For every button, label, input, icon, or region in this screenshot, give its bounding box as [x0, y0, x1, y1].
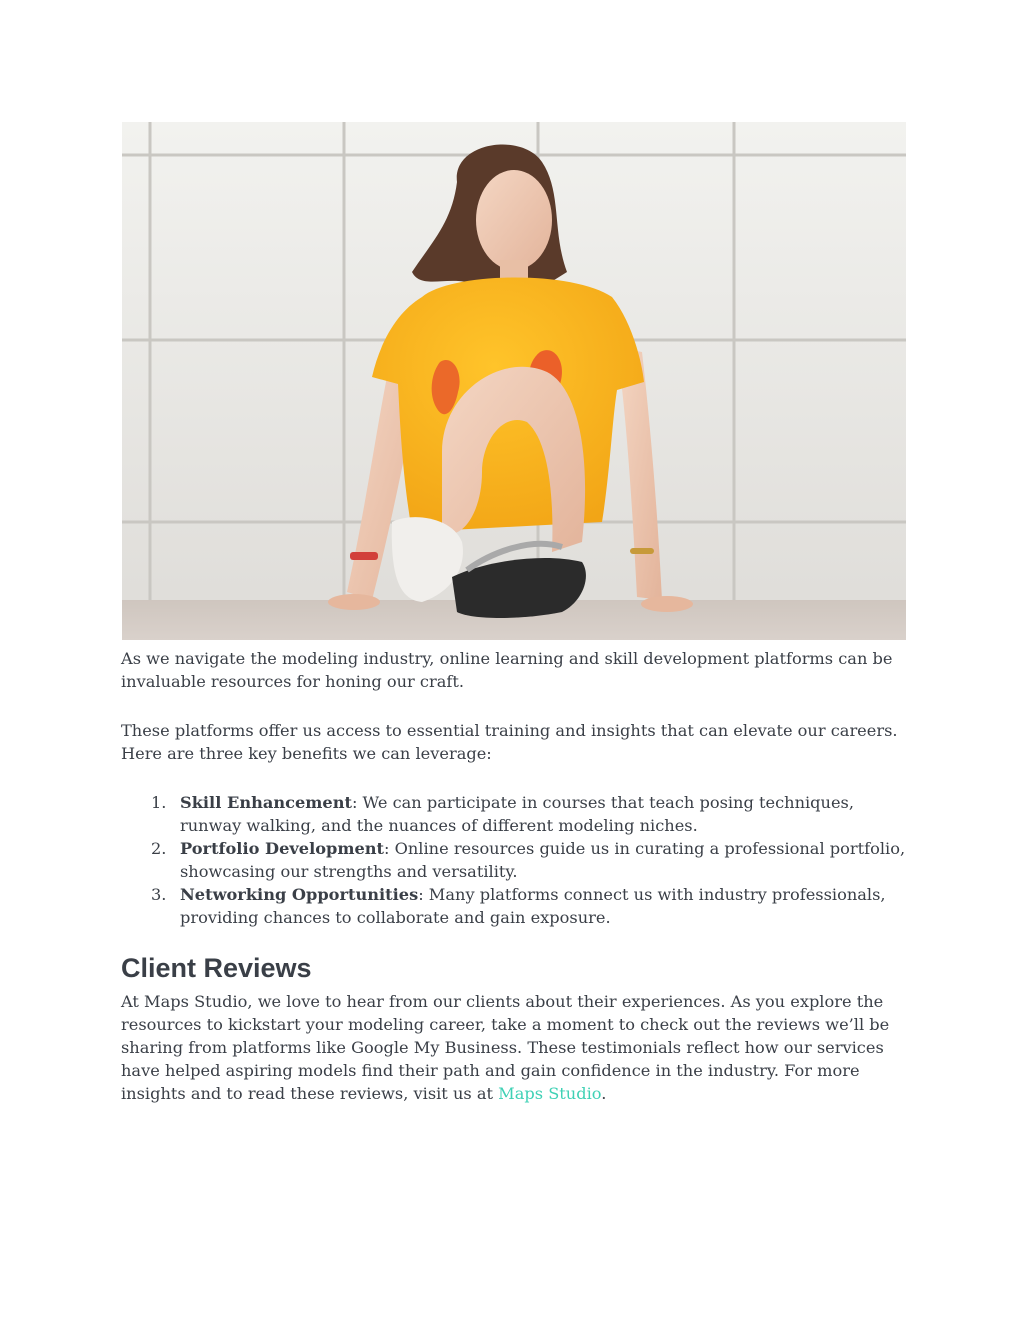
article-body [121, 645, 906, 1105]
benefit-title: Portfolio Development [180, 839, 385, 858]
maps-studio-link[interactable]: Maps Studio [498, 1084, 602, 1103]
benefit-text: : Many platforms connect us with industry professionals, providing chances to collaborate and gain exposure. [180, 885, 886, 927]
list-number: 2. [151, 839, 167, 858]
hero-photo [122, 122, 906, 640]
benefit-title: Networking Opportunities [180, 885, 419, 904]
benefit-title: Skill Enhancement [180, 793, 352, 812]
model-photo-illustration [122, 122, 906, 640]
list-item [121, 883, 906, 929]
benefits-intro-paragraph: These platforms offer us access to essential training and insights that can elevate our careers. Here are three key benefits we can leverage: [121, 721, 898, 763]
section-heading: Client Reviews [121, 953, 312, 983]
list-item [121, 791, 906, 837]
reviews-paragraph [121, 990, 906, 1105]
benefit-text: : We can participate in courses that teach posing techniques, runway walking, and the nuances of different modeling niches. [180, 793, 854, 835]
list-item [121, 837, 906, 883]
list-number: 1. [151, 793, 167, 812]
benefit-text: : Online resources guide us in curating a professional portfolio, showcasing our strengths and versatility. [180, 839, 906, 881]
intro-paragraph: As we navigate the modeling industry, online learning and skill development platforms can be invaluable resources for honing our craft. [121, 649, 893, 691]
reviews-period: . [601, 1084, 607, 1103]
benefits-list [121, 791, 906, 929]
list-number: 3. [151, 885, 167, 904]
reviews-text: At Maps Studio, we love to hear from our clients about their experiences. As you explore the resources to kickstart your modeling career, take a moment to check out the reviews we’ll be sharing from platforms like Google My Business. These testimonials reflect how our services have helped aspiring models find their path and gain confidence in the industry. For more insights and to read these reviews, visit us at [121, 992, 890, 1103]
